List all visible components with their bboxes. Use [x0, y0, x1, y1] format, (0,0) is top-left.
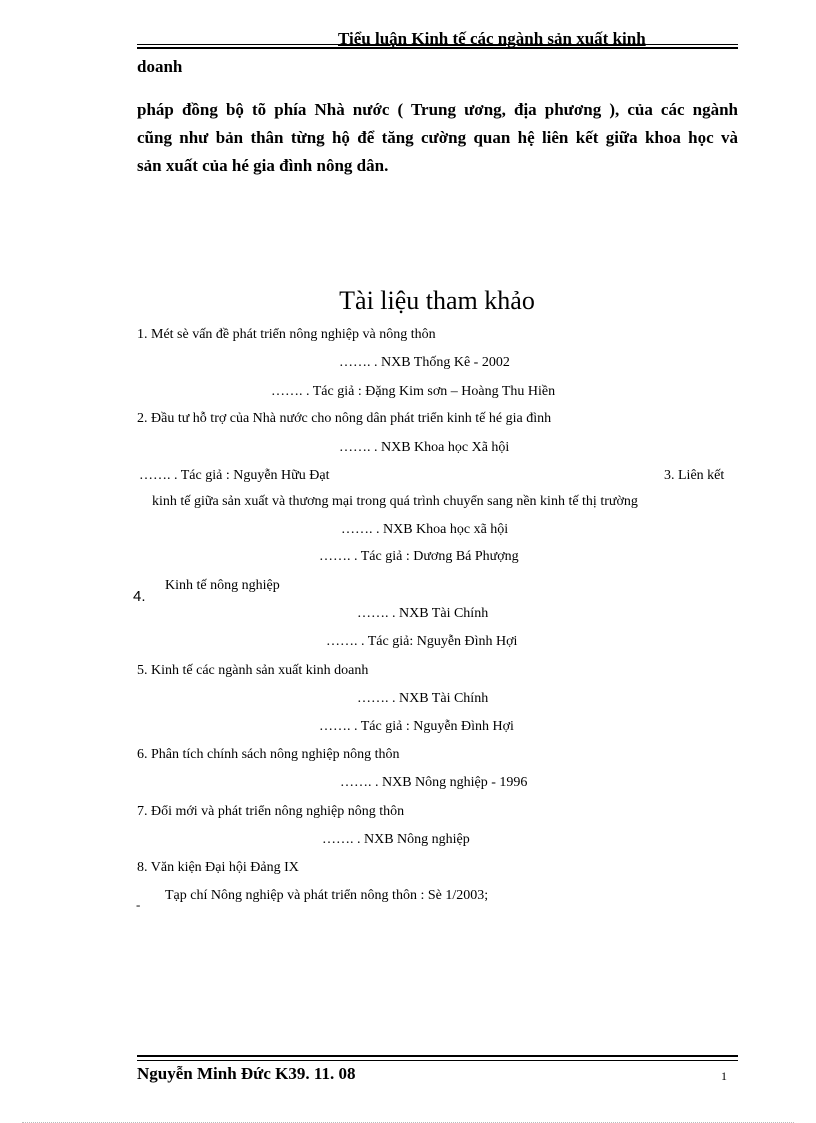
footer-author: Nguyễn Minh Đức K39. 11. 08 [137, 1064, 356, 1083]
reference-publisher: ……. . NXB Khoa học Xã hội [339, 440, 510, 455]
reference-item: 1. Mét sè vấn đề phát triển nông nghiệp và nông thôn [137, 327, 436, 342]
footer-rule [137, 1060, 738, 1061]
reference-publisher: ……. . NXB Thống Kê - 2002 [339, 355, 510, 370]
reference-publisher: ……. . NXB Nông nghiệp - 1996 [340, 775, 528, 790]
reference-publisher: ……. . NXB Tài Chính [357, 691, 489, 706]
header-rule-thick [137, 47, 738, 49]
reference-author: ……. . Tác giả: Nguyễn Đình Hợi [326, 634, 518, 649]
header-rule [137, 44, 738, 45]
reference-item: 5. Kinh tế các ngành sản xuất kinh doanh [137, 663, 369, 678]
page-number: 1 [721, 1069, 727, 1083]
body-line: pháp đồng bộ tõ phía Nhà nước ( Trung ương, địa phương ), của các ngành [137, 100, 738, 119]
reference-item: 2. Đầu tư hỗ trợ của Nhà nước cho nông dân phát triển kinh tế hé gia đình [137, 411, 552, 426]
footer-rule-thick [137, 1055, 738, 1057]
reference-item: Tạp chí Nông nghiệp và phát triển nông thôn : Sè 1/2003; [165, 888, 489, 903]
reference-author: ……. . Tác giả : Dương Bá Phượng [319, 549, 519, 564]
body-line: cũng như bản thân từng hộ để tăng cường quan hệ liên kết giữa khoa học và [137, 128, 738, 147]
references-title: Tài liệu tham khảo [339, 286, 535, 315]
header-title: Tiểu luận Kinh tế các ngành sản xuất kinh [338, 29, 646, 48]
body-paragraph [137, 96, 738, 180]
reference-number: 4. [133, 588, 146, 605]
reference-item: kinh tế giữa sản xuất và thương mại trong quá trình chuyển sang nền kinh tế thị trường [152, 494, 638, 509]
reference-author: ……. . Tác giả : Nguyễn Hữu Đạt [139, 468, 330, 483]
reference-number: 3. Liên kết [664, 468, 725, 483]
reference-publisher: ……. . NXB Khoa học xã hội [341, 522, 509, 537]
reference-author: ……. . Tác giả : Đặng Kim sơn – Hoàng Thu Hiền [271, 384, 556, 399]
body-line: sản xuất của hé gia đình nông dân. [137, 156, 389, 175]
reference-item: 8. Văn kiện Đại hội Đảng IX [137, 860, 299, 875]
reference-publisher: ……. . NXB Tài Chính [357, 606, 489, 621]
header-title-continuation: doanh [137, 57, 183, 76]
bullet: - [136, 897, 141, 912]
reference-item: Kinh tế nông nghiệp [165, 578, 280, 593]
reference-item: 6. Phân tích chính sách nông nghiệp nông thôn [137, 747, 400, 762]
reference-publisher: ……. . NXB Nông nghiệp [322, 832, 470, 847]
reference-author: ……. . Tác giả : Nguyễn Đình Hợi [319, 719, 514, 734]
reference-item: 7. Đổi mới và phát triển nông nghiệp nông thôn [137, 804, 405, 819]
